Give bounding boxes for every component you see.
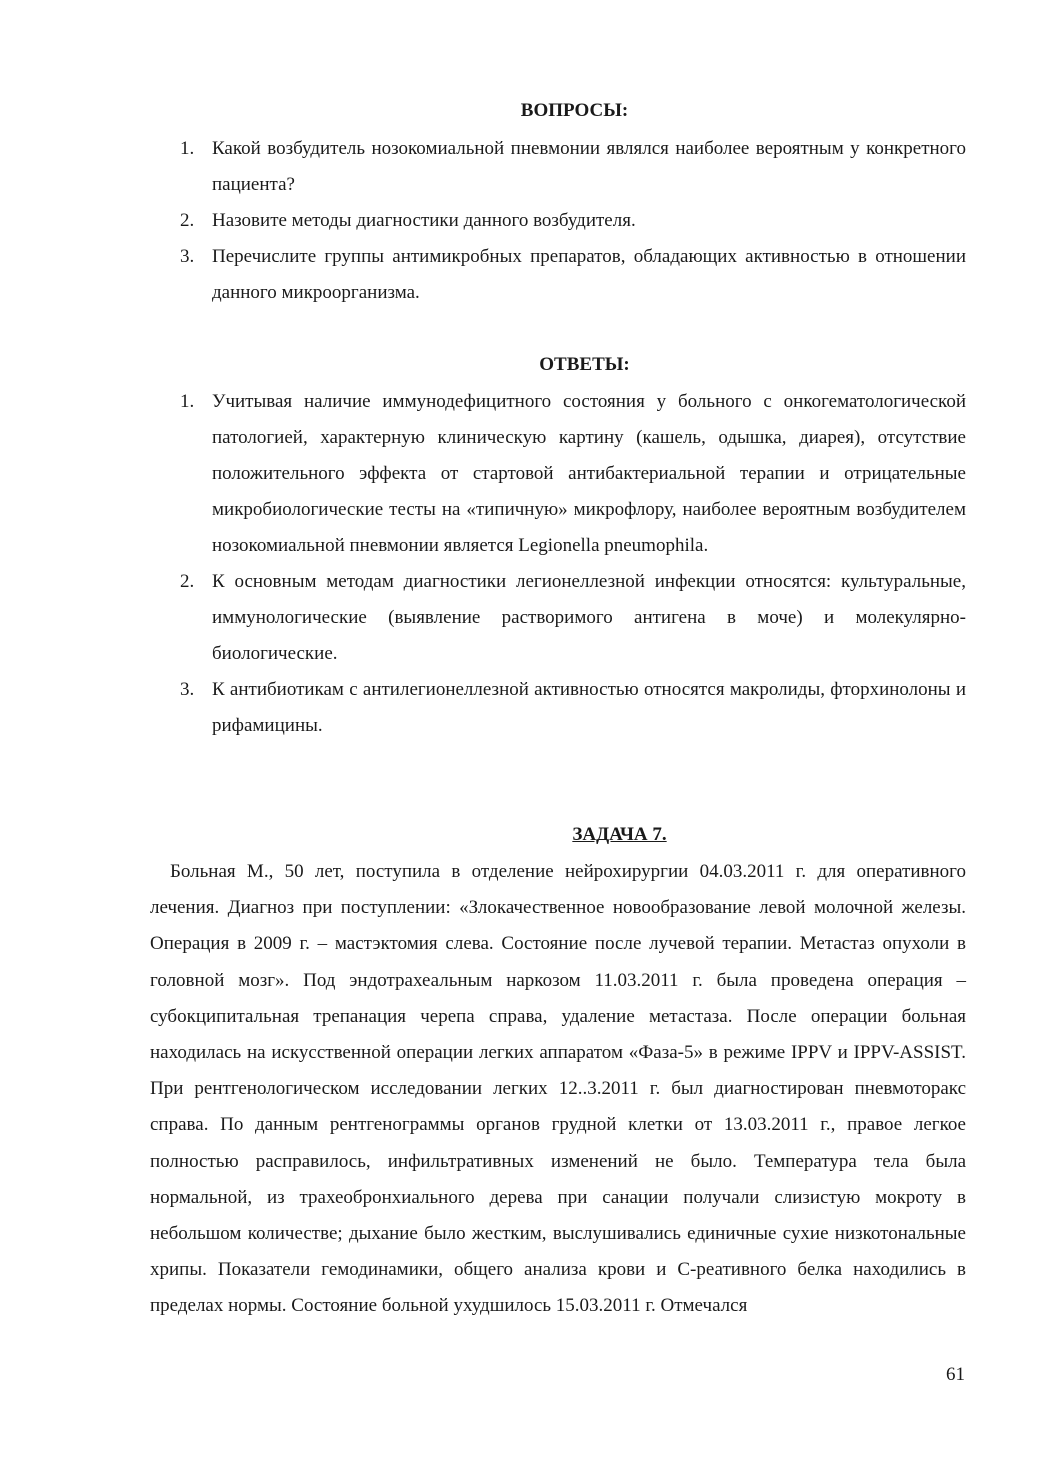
questions-heading: ВОПРОСЫ: [520, 100, 629, 121]
question-number: 1. [180, 138, 195, 159]
task-paragraph: Больная М., 50 лет, поступила в отделение нейрохирургии 04.03.2011 г. для оперативного лечения. Диагноз при поступлении: «Злокачественное новообразование левой молочной железы. Операция в 2009 г. – мастэктомия слева. Состояние после лучевой терапии. Метастаз опухоли в головной мозг». Под эндотрахеальным наркозом 11.03.2011 г. была проведена операция – субокципитальная трепанация черепа справа, удаление метастаза. После операции больная находилась на искусственной операции легких аппаратом «Фаза-5» в режиме IPPV и IPPV-ASSIST. При рентгенологическом исследовании легких 12..3.2011 г. был диагностирован пневмоторакс справа. По данным рентгенограммы органов грудной клетки от 13.03.2011 г., правое легкое полностью расправилось, инфильтративных изменений не было. Температура тела была нормальной, из трахеобронхиального дерева при санации получали слизистую мокроту в небольшом количестве; дыхание было жестким, выслушивались единичные сухие низкотональные хрипы. Показатели гемодинамики, общего анализа крови и С-реативного белка находились в пределах нормы. Состояние больной ухудшилось 15.03.2011 г. Отмечался [150, 861, 966, 1317]
question-text: Какой возбудитель нозокомиальной пневмонии являлся наиболее вероятным у конкретного пациента? [212, 138, 966, 195]
page-number: 61 [946, 1364, 965, 1385]
answer-number: 1. [180, 391, 195, 412]
question-number: 3. [180, 246, 195, 267]
question-item-1 [150, 131, 966, 203]
answer-text: К основным методам диагностики легионеллезной инфекции относятся: культуральные, иммунологические (выявление растворимого антигена в моче) и молекулярно-биологические. [212, 571, 966, 664]
question-number: 2. [180, 210, 195, 231]
answer-item-3 [150, 672, 966, 744]
question-item-2 [150, 203, 966, 239]
answer-number: 2. [180, 571, 195, 592]
task-heading: ЗАДАЧА 7. [572, 824, 667, 845]
questions-list [150, 131, 966, 311]
answers-heading: ОТВЕТЫ: [539, 354, 630, 375]
question-text: Перечислите группы антимикробных препаратов, обладающих активностью в отношении данного микроорганизма. [212, 246, 966, 303]
question-text: Назовите методы диагностики данного возбудителя. [212, 210, 636, 231]
answer-text: Учитывая наличие иммунодефицитного состояния у больного с онкогематологической патологией, характерную клиническую картину (кашель, одышка, диарея), отсутствие положительного эффекта от стартовой антибактериальной терапии и отрицательные микробиологические тесты на «типичную» микрофлору, наиболее вероятным возбудителем нозокомиальной пневмонии является Legionella pneumophila. [212, 391, 966, 556]
answer-number: 3. [180, 679, 195, 700]
answer-item-1 [150, 384, 966, 564]
answer-text: К антибиотикам с антилегионеллезной активностью относятся макролиды, фторхинолоны и рифамицины. [212, 679, 966, 736]
answers-list [150, 384, 966, 744]
answer-item-2 [150, 564, 966, 672]
question-item-3 [150, 239, 966, 311]
